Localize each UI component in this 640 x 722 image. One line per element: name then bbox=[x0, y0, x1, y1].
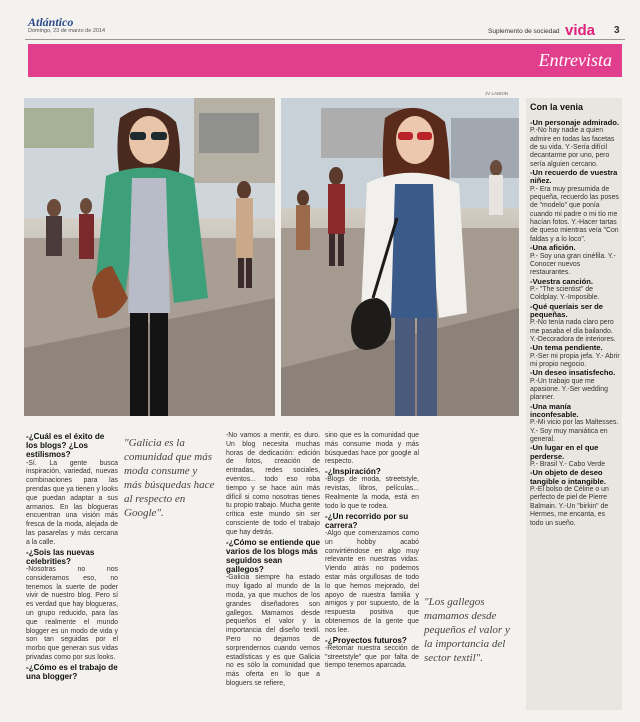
sidebar-answer: P.-Un trabajo que me apasione. Y.-Ser wedding planner. bbox=[530, 377, 608, 402]
photo-illustration-1 bbox=[24, 98, 275, 416]
sidebar-answer: P.-El bolso de Céline o un perfecto de piel de Pierre Balmain. Y.-Un "birkin" de Hermes, me encanta, es todo un sueño. bbox=[530, 486, 609, 527]
photo-illustration-2 bbox=[281, 98, 519, 416]
interview-question: -¿Inspiración? bbox=[325, 467, 381, 477]
interview-answer: -Nosotras no nos consideramos eso, no tenemos la suerte de poder vivir de nuestro blog. Pero sí es verdad que hay blogueras, un grupo reducido, para las que realmente el mundo blogger es un modo de vida y son tan seguidas por el morbo que generan sus vidas privadas como por sus looks. bbox=[26, 565, 118, 661]
interview-question: -¿Proyectos futuros? bbox=[325, 635, 407, 645]
sidebar-question: -Un lugar en el que perderse. bbox=[530, 443, 599, 461]
interview-answer: -Retomar nuestra sección de "streetstyle" que por falta de tiempo tenemos aparcada. bbox=[325, 644, 419, 670]
sidebar-question: -Un objeto de deseo tangible o intangible. bbox=[530, 468, 606, 486]
sidebar-answer: P.-Mi vicio por las Maltesses. Y.- Soy muy maniática en general. bbox=[530, 419, 619, 444]
interview-question: -¿Sois las nuevas celebrities? bbox=[26, 547, 95, 566]
sidebar-question: -Un deseo insatisfecho. bbox=[530, 368, 616, 378]
interview-question: -¿Un recorrido por su carrera? bbox=[325, 511, 409, 530]
sidebar-question: -Una afición. bbox=[530, 243, 576, 253]
header-divider bbox=[25, 39, 625, 40]
interview-question: -¿Cómo es el trabajo de una blogger? bbox=[26, 662, 118, 681]
supplement-label: Suplemento de sociedad bbox=[488, 28, 560, 35]
article-column-2 bbox=[226, 432, 320, 689]
section-name: vida bbox=[565, 22, 596, 39]
interview-question: -¿Cuál es el éxito de los blogs? ¿Los estilismos? bbox=[26, 432, 105, 460]
interview-answer: -Algo que comenzamos como un hobby acabó convirtiéndose en algo muy relevante en nuestras vidas. Viendo atrás no podemos estar más orgullosas de todo lo que hemos mejorado, del apoyo de nuestra familia y amigos y por supuesto, de la respuesta positiva que obtenemos de la gente que nos lee. bbox=[325, 529, 419, 634]
page-number: 3 bbox=[614, 25, 620, 36]
sidebar-answer: P.-Ser mi propia jefa. Y.- Abrir mi propio negocio. bbox=[530, 352, 620, 368]
section-band-label: Entrevista bbox=[538, 50, 612, 70]
sidebar-answer: P.-No tenía nada claro pero me pasaba el día bailando. Y.-Decoradora de interiores. bbox=[530, 319, 616, 343]
interview-question: -¿Cómo se entiende que varios de los blogs más seguidos sean gallegos? bbox=[226, 537, 320, 575]
interview-answer: -Blogs de moda, streetstyle, revistas, libros, películas... Realmente la moda, está en todo lo que te rodea. bbox=[325, 476, 419, 510]
newspaper-brand: Atlántico bbox=[28, 15, 74, 29]
interview-answer: -Sí. La gente busca inspiración, variedad, nuevas combinaciones para las prendas que ya tienen y looks que puedan adaptar a sus armarios. En las blogueras encuentran una visión más fresca de la moda, alejada de las pasarelas y más cercana a la calle. bbox=[26, 459, 118, 546]
issue-date: Domingo, 23 de marzo de 2014 bbox=[28, 28, 106, 34]
sidebar-title: Con la venia bbox=[530, 102, 584, 112]
photo-credit: JV LANDIN bbox=[485, 91, 509, 96]
photo-blogger-green-jacket bbox=[24, 98, 275, 416]
article-column-3 bbox=[325, 432, 419, 671]
article-column-1 bbox=[26, 432, 118, 681]
sidebar-qa-list bbox=[530, 119, 620, 528]
sidebar-question: -Un recuerdo de vuestra niñez. bbox=[530, 168, 618, 186]
sidebar-question: -Un personaje admirado. bbox=[530, 118, 620, 127]
pull-quote-textil: "Los gallegos mamamos desde pequeños el valor y la importancia del sector textil". bbox=[424, 596, 510, 664]
sidebar-question: -Vuestra canción. bbox=[530, 276, 594, 286]
sidebar-answer: P.- Soy una gran cinéfila. Y.- Conocer nuevos restaurantes. bbox=[530, 252, 616, 277]
sidebar-question: -Una manía inconfesable. bbox=[530, 401, 579, 420]
pull-quote-galicia: "Galicia es la comunidad que más moda consume y más búsquedas hace al respecto en Google". bbox=[124, 437, 215, 519]
sidebar-answer: P.- Brasil Y.- Cabo Verde bbox=[530, 461, 606, 469]
interview-answer: -No vamos a mentir, es duro. Un blog necesita muchas horas de dedicación: edición de fotos, creación de entradas, redes sociales, eventos... todo eso roba tiempo y se hace aún más difícil si como nosotras tienes tu propio trabajo. Mucha gente crítica este mundo sin ser consciente de todo el trabajo que hay detrás. bbox=[226, 432, 320, 536]
photo-blogger-white-jacket bbox=[281, 98, 519, 416]
sidebar-answer: P.- Era muy presumida de pequeña, recuerdo las poses de "modelo" que ponía cuando mi padre o mi tío me hacían fotos. Y.-Hacer tartas de queso mientras veía "Con faldas y a lo loco". bbox=[530, 185, 619, 243]
sidebar-answer: P.- "The scientist" de Coldplay. Y.-Imposible. bbox=[530, 285, 600, 302]
sidebar-question: -Qué queríais ser de pequeñas. bbox=[530, 301, 604, 319]
sidebar-answer: P.-No hay nadie a quien admire en todas las facetas de su vida. Y.-Sería difícil decantarme por uno, pero sería alguien cercano. bbox=[530, 127, 615, 168]
sidebar-question: -Un tema pendiente. bbox=[530, 343, 603, 353]
section-band bbox=[28, 44, 622, 77]
interview-answer: sino que es la comunidad que más consume moda y más búsquedas hace por google al respecto. bbox=[325, 432, 419, 466]
interview-answer: -Galicia siempre ha estado muy ligado al mundo de la moda, ya que muchos de los grandes diseñadores son gallegos. Mamamos desde pequeños el valor y la importancia del diseño textil. Pero no dejamos de sorprendernos cuando vemos estadísticas y es que Galicia no es sólo la comunidad que más oferta en lo que a bloguers se refiere, bbox=[226, 574, 320, 687]
